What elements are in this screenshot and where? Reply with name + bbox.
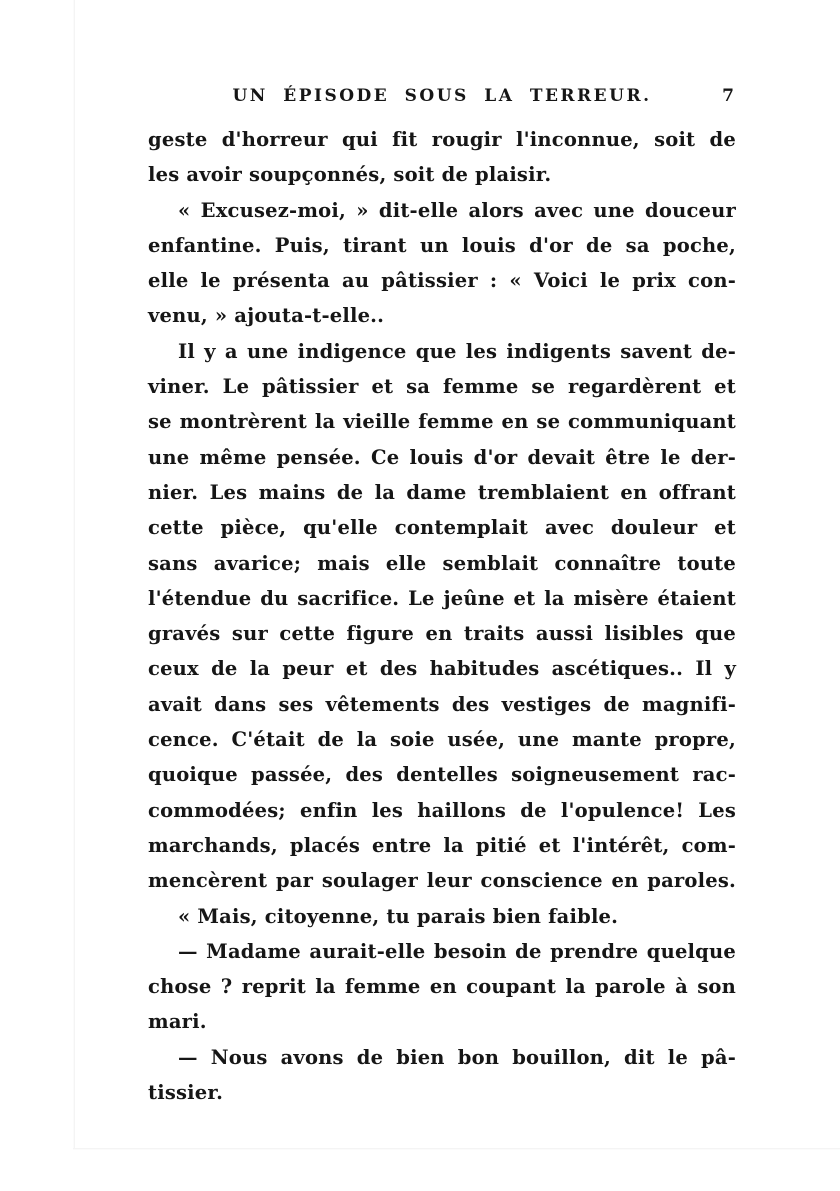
running-header-title: UN ÉPISODE SOUS LA TERREUR. bbox=[232, 86, 652, 106]
text-line: quoique passée, des dentelles soigneusement rac- bbox=[148, 763, 736, 787]
text-line: — Madame aurait-elle besoin de prendre quelque bbox=[178, 939, 736, 963]
body-text bbox=[148, 122, 736, 1110]
text-line: enfantine. Puis, tirant un louis d'or de sa poche, bbox=[148, 233, 736, 257]
text-line: mencèrent par soulager leur conscience en paroles. bbox=[148, 869, 736, 893]
text-line: nier. Les mains de la dame tremblaient en offrant bbox=[148, 480, 736, 504]
text-line: « Excusez-moi, » dit-elle alors avec une douceur bbox=[178, 198, 736, 222]
text-line: cette pièce, qu'elle contemplait avec douleur et bbox=[148, 516, 736, 540]
text-line: — Nous avons de bien bon bouillon, dit le pâ- bbox=[178, 1045, 736, 1069]
text-line: tissier. bbox=[148, 1081, 224, 1105]
text-line: ceux de la peur et des habitudes ascétiques.. Il y bbox=[148, 657, 736, 681]
text-line: mari. bbox=[148, 1010, 207, 1034]
running-header bbox=[148, 86, 736, 106]
text-line: cence. C'était de la soie usée, une mante propre, bbox=[148, 728, 736, 752]
text-line: viner. Le pâtissier et sa femme se regardèrent et bbox=[148, 375, 736, 399]
text-line: Il y a une indigence que les indigents savent de- bbox=[178, 339, 736, 363]
text-line: se montrèrent la vieille femme en se communiquant bbox=[148, 410, 736, 434]
page-scan-edge-bottom bbox=[73, 1148, 840, 1150]
text-line: l'étendue du sacrifice. Le jeûne et la misère étaient bbox=[148, 586, 736, 610]
text-line: commodées; enfin les haillons de l'opulence! Les bbox=[148, 798, 736, 822]
text-line: venu, » ajouta-t-elle.. bbox=[148, 304, 385, 328]
text-line: chose ? reprit la femme en coupant la parole à son bbox=[148, 975, 736, 999]
page-scan-edge-left bbox=[73, 0, 75, 1150]
page-number: 7 bbox=[722, 86, 734, 106]
text-line: elle le présenta au pâtissier : « Voici le prix con- bbox=[148, 269, 736, 293]
text-line: marchands, placés entre la pitié et l'intérêt, com- bbox=[148, 833, 736, 857]
text-line: les avoir soupçonnés, soit de plaisir. bbox=[148, 163, 552, 187]
text-line: « Mais, citoyenne, tu parais bien faible. bbox=[178, 904, 619, 928]
text-line: avait dans ses vêtements des vestiges de magnifi- bbox=[148, 692, 736, 716]
text-line: une même pensée. Ce louis d'or devait être le der- bbox=[148, 445, 736, 469]
text-line: geste d'horreur qui fit rougir l'inconnue, soit de bbox=[148, 128, 736, 151]
text-line: sans avarice; mais elle semblait connaître toute bbox=[148, 551, 736, 575]
text-line: gravés sur cette figure en traits aussi lisibles que bbox=[148, 622, 736, 646]
